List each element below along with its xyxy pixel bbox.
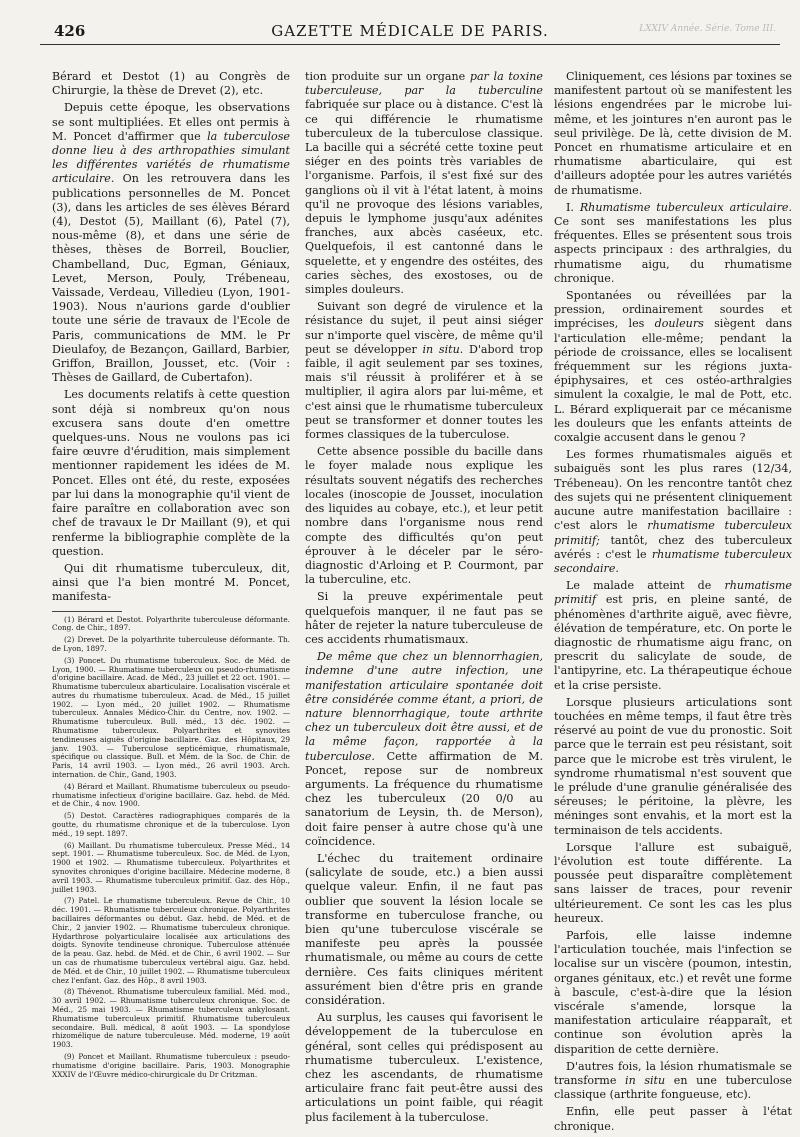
footnote: (3) Poncet. Du rhumatisme tuberculeux. Soc. de Méd. de Lyon, 1900. — Rhumatisme tuberculeux ou pseudo-rhumatisme d'origine bacillaire. Acad. de Méd., 23 juillet et 22 oct. 1901. — Rhumatisme tuberculeux abarticulaire. Localisation viscérale et autres du rhumatisme tuberculeux. Acad. de Méd., 15 juillet 1902. — Lyon méd., 20 juillet 1902. — Rhumatisme tuberculeux. Annales Médico-Chir. du Centre, nov. 1902. — Rhumatisme tuberculeux. Bull. méd., 13 déc. 1902. — Rhumatisme tuberculeux. Polyarthrites et synovites tendineuses aiguës d'origine bacillaire. Gaz. des Hôpitaux, 29 janv. 1903. — Tuberculose septicémique, rhumatismale, spécifique ou classique. Bull. et Mém. de la Soc. de Chir. de Paris, 14 avril 1903. — Lyon méd., 26 avril 1903. Arch. internation. de Chir., Gand, 1903. [52,655,290,780]
paragraph: Au surplus, les causes qui favorisent le développement de la tuberculose en général, sont celles qui prédisposent au rhumatisme tuberculeux. L'existence, chez les ascendants, de rhumatisme articulaire franc fait peut-être aussi des articulations un point faible, qui réagit plus facilement à la tuberculose. [305,1011,543,1124]
paragraph: Si la preuve expérimentale peut quelquefois manquer, il ne faut pas se hâter de rejeter la nature tuberculeuse de ces accidents rhumatismaux. [305,590,543,646]
paragraph: Enfin, elle peut passer à l'état chronique. [554,1105,792,1133]
paragraph: Depuis cette époque, les observations se sont multipliées. Et elles ont permis à M. Poncet d'affirmer que la tuberculose donne lieu à des arthropathies simulant les différentes variétés de rhumatisme articulaire. On les retrouvera dans les publications personnelles de M. Poncet (3), dans les articles de ses élèves Bérard (4), Destot (5), Maillant (6), Patel (7), nous-même (8), et dans une série de thèses, thèses de Borreil, Bouclier, Chambelland, Duc, Egman, Géniaux, Levet, Merson, Pouly, Trébeneau, Vaissade, Verdeau, Villedieu (Lyon, 1901-1903). Nous n'aurions garde d'oublier toute une série de travaux de l'Ecole de Paris, communications de MM. le Pr Dieulafoy, de Bezançon, Gaillard, Barbier, Griffon, Braillon, Jousset, etc. (Voir : Thèses de Gaillard, de Cubertafon). [52,101,290,385]
footnote: (1) Bérard et Destot. Polyarthrite tuberculeuse déformante. Cong. de Chir., 1897. [52,614,290,633]
footnote: (8) Thévenot. Rhumatisme tuberculeux familial. Méd. mod., 30 avril 1902. — Rhumatisme tuberculeux chronique. Soc. de Méd., 25 mai 1903. — Rhumatisme tuberculeux ankylosant. Rhumatisme tuberculeux primitif. Rhumatisme tuberculeux secondaire. Bull. médical, 8 août 1903. — La spondylose rhizomélique de nature tuberculeuse. Méd. moderne, 19 août 1903. [52,987,290,1050]
paragraph: Le malade atteint de rhumatisme primitif est pris, en pleine santé, de phénomènes d'arthrite aiguë, avec fièvre, élévation de température, etc. On porte le diagnostic de rhumatisme aigu franc, on prescrit du salicylate de soude, de l'antipyrine, etc. La thérapeutique échoue et la crise persiste. [554,579,792,692]
paragraph: Spontanées ou réveillées par la pression, ordinairement sourdes et imprécises, les douleurs siègent dans l'articulation elle-même; pendant la période de croissance, elles se localisent fréquemment sur les régions juxta-épiphysaires, et ces ostéo-arthralgies simulent la coxalgie, le mal de Pott, etc. L. Bérard expliquerait par ce mécanisme les douleurs que les enfants atteints de coxalgie accusent dans le genou ? [554,289,793,445]
footnote: (9) Poncet et Maillant. Rhumatisme tuberculeux : pseudo-rhumatisme d'origine bacillaire. Paris, 1903. Monographie XXXIV de l'Œuvre médico-chirurgicale du Dr Critzman. [52,1051,290,1079]
column-3 [554,70,792,1137]
paragraph: Suivant son degré de virulence et la résistance du sujet, il peut ainsi siéger sur n'importe quel viscère, de même qu'il peut se développer in situ. D'abord trop faible, il agit seulement par ses toxines, mais s'il réussit à proliférer et à se multiplier, il agira alors par lui-même, et c'est ainsi que le rhumatisme tuberculeux peut se transformer et donner toutes les formes classiques de la tuberculose. [305,300,543,442]
paragraph: De même que chez un blennorrhagien, indemne d'une autre infection, une manifestation articulaire spontanée doit être considérée comme étant, a priori, de nature blennorrhagique, toute arthrite chez un tuberculeux doit être aussi, et de la même façon, rapportée à la tuberculose. Cette affirmation de M. Poncet, repose sur de nombreux arguments. La fréquence du rhumatisme chez les tuberculeux (20 0/0 au sanatorium de Leysin, th. de Merson), doit faire penser à autre chose qu'à une coïncidence. [305,650,544,848]
paragraph: Les documents relatifs à cette question sont déjà si nombreux qu'on nous excusera sans doute d'en omettre quelques-uns. Nous ne voulons pas ici faire œuvre d'érudition, mais simplement mentionner rapidement les idées de M. Poncet. Elles ont été, du reste, exposées par lui dans la monographie qu'il vient de faire paraître en collaboration avec son chef de travaux le Dr Maillant (9), et qui renferme la bibliographie complète de la question. [52,388,290,558]
footnote: (2) Drevet. De la polyarthrite tuberculeuse déformante. Th. de Lyon, 1897. [52,635,290,653]
paragraph: Qui dit rhumatisme tuberculeux, dit, ainsi que l'a bien montré M. Poncet, manifesta- [52,561,290,604]
page-header [40,22,780,45]
paragraph: Lorsque plusieurs articulations sont touchées en même temps, il faut être très réservé au point de vue du pronostic. Soit parce que le terrain est peu résistant, soit parce que le microbe est très virulent, le syndrome rhumatismal n'est souvent que le prélude d'une granulie généralisée des séreuses; le péritoine, la plèvre, les méninges sont envahis, et la mort est la terminaison de tels accidents. [554,695,792,837]
footnote: (6) Maillant. Du rhumatisme tuberculeux. Presse Méd., 14 sept. 1901. — Rhumatisme tuberculeux. Soc. de Méd. de Lyon, 1900 et 1902. — Rhumatisme tuberculeux. Polyarthrites et synovites chroniques d'origine bacillaire. Médecine moderne, 8 avril 1903. — Rhumatisme tuberculeux primitif. Gaz. des Hôp., juillet 1903. [52,840,290,894]
journal-title: GAZETTE MÉDICALE DE PARIS. [271,22,549,40]
column-1 [52,70,290,1082]
paragraph: Les formes rhumatismales aiguës et subaiguës sont les plus rares (12/34, Trébeneau). On les rencontre tantôt chez des sujets qui ne présentent cliniquement aucune autre manifestation bacillaire : c'est alors le rhumatisme tuberculeux primitif; tantôt, chez des tuberculeux avérés : c'est le rhumatisme tuberculeux secondaire. [554,448,793,575]
footnotes [52,616,290,1080]
footnote: (5) Destot. Caractères radiographiques comparés de la goutte, du rhumatisme chronique et de la tuberculose. Lyon méd., 19 sept. 1897. [52,811,290,838]
paragraph: Cette absence possible du bacille dans le foyer malade nous explique les résultats souvent négatifs des recherches locales (inoscopie de Jousset, inoculation des liquides au cobaye, etc.), et leur petit nombre dans l'organisme nous rend compte des difficultés qu'on peut éprouver à le déceler par le séro-diagnostic d'Arloing et P. Courmont, par la tuberculine, etc. [305,445,543,587]
footnote-divider [52,611,122,612]
paragraph: L'échec du traitement ordinaire (salicylate de soude, etc.) a bien aussi quelque valeur. Enfin, il ne faut pas oublier que souvent la lésion locale se transforme en tuberculose franche, ou bien qu'une tuberculose viscérale se manifeste peu après la poussée rhumatismale, ou même au cours de cette dernière. Ces faits cliniques méritent assurément bien d'être pris en grande considération. [305,851,543,1007]
paragraph: Bérard et Destot (1) au Congrès de Chirurgie, la thèse de Drevet (2), etc. [52,70,290,98]
footnote: (7) Patel. Le rhumatisme tuberculeux. Revue de Chir., 10 déc. 1901. — Rhumatisme tuberculeux chronique. Polyarthrites bacillaires déformantes ou début. Gaz. hebd. de Méd. et de Chir., 2 janvier 1902. — Rhumatisme tuberculeux chronique. Hydarthrose polyarticulaire localisée aux articulations des doigts. Synovite tendineuse chronique. Tuberculose atténuée de la peau. Gaz. hebd. de Méd. et de Chir., 6 avril 1902. — Sur un cas de rhumatisme tuberculeux vertébral aigu. Gaz. hebd. de Méd. et de Chir., 10 juillet 1902. — Rhumatisme tuberculeux chez l'enfant. Gaz. des Hôp., 8 avril 1903. [52,896,290,985]
section-heading-paragraph: I. Rhumatisme tuberculeux articulaire. Ce sont ses manifestations les plus fréquentes. Elles se présentent sous trois aspects principaux : des arthralgies, du rhumatisme aigu, du rhumatisme chronique. [554,200,793,285]
footnote: (4) Bérard et Maillant. Rhumatisme tuberculeux ou pseudo-rhumatisme infectieux d'origine bacillaire. Gaz. hebd. de Méd. et de Chir., 4 nov. 1900. [52,781,290,809]
paragraph: Lorsque l'allure est subaiguë, l'évolution est toute différente. La poussée peut disparaître complètement sans laisser de traces, pour revenir ultérieurement. Ce sont les cas les plus heureux. [554,840,792,925]
paragraph: tion produite sur un organe par la toxine tuberculeuse, par la tuberculine fabriquée sur place ou à distance. C'est là ce qui différencie le rhumatisme tuberculeux de la tuberculose classique. La bacille qui a sécrété cette toxine peut siéger en des points très variables de l'organisme. Parfois, il s'est fixé sur des ganglions où il vit à l'état latent, à moins qu'il ne provoque des lésions variables, depuis le lymphome jusqu'aux adénites franches, aux abcès caséeux, etc. Quelquefois, il est cantonné dans le squelette, et y engendre des ostéites, des caries sèches, des exostoses, ou de simples douleurs. [305,70,543,297]
paragraph: D'autres fois, la lésion rhumatismale se transforme in situ en une tuberculose classique (arthrite fongueuse, etc). [554,1059,792,1102]
page-number: 426 [54,22,86,40]
paragraph: Cliniquement, ces lésions par toxines se manifestent partout où se manifestent les lésions engendrées par le microbe lui-même, et les jointures n'en auront pas le seul privilège. De là, cette division de M. Poncet en rhumatisme articulaire et en rhumatisme abarticulaire, qui est d'ailleurs adoptée pour les autres variétés de rhumatisme. [554,70,792,197]
paragraph: Parfois, elle laisse indemne l'articulation touchée, mais l'infection se localise sur un viscère (poumon, intestin, organes génitaux, etc.) et revêt une forme à bascule, c'est-à-dire que la lésion viscérale s'amende, lorsque la manifestation articulaire réapparaît, et continue son évolution après la disparition de cette dernière. [554,928,792,1056]
column-2 [305,70,543,1128]
bleed-through-text: LXXIV Année. Série. Tome III. [639,24,776,34]
